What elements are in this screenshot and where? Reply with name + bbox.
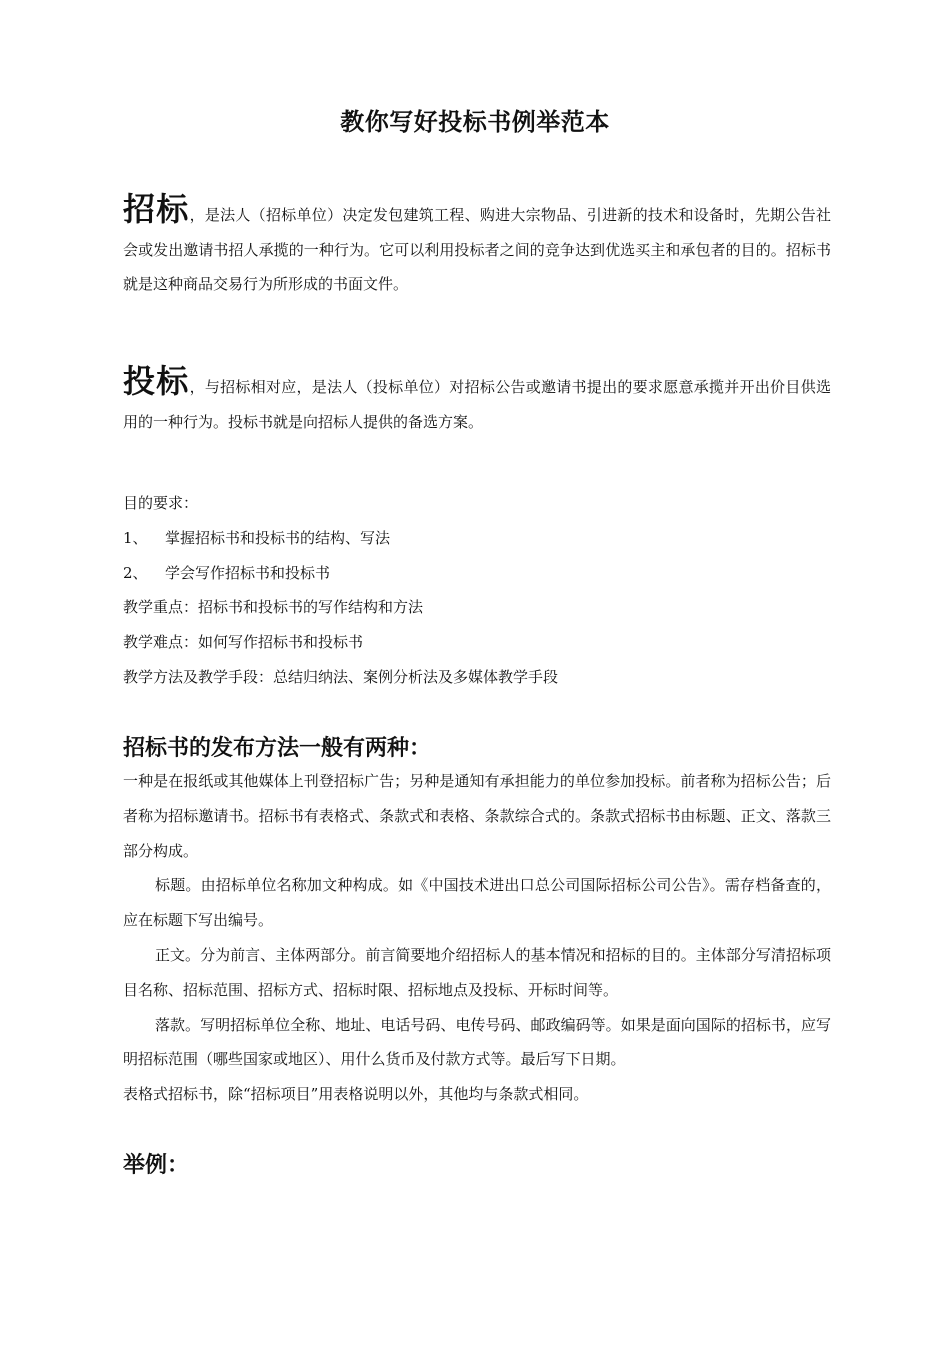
- body-paragraph: 落款。写明招标单位全称、地址、电话号码、电传号码、邮政编码等。如果是面向国际的招标书，应写明招标范围（哪些国家或地区）、用什么货币及付款方式等。最后写下日期。: [123, 1015, 831, 1069]
- body-paragraph: 表格式招标书，除“招标项目”用表格说明以外，其他均与条款式相同。: [123, 1085, 589, 1104]
- release-methods-body: [123, 764, 831, 1112]
- methods-line: 教学方法及教学手段：总结归纳法、案例分析法及多媒体教学手段: [123, 668, 559, 686]
- body-paragraph: 正文。分为前言、主体两部分。前言简要地介绍招标人的基本情况和招标的目的。主体部分写清招标项目名称、招标范围、招标方式、招标时限、招标地点及投标、开标时间等。: [123, 945, 831, 999]
- document-title: 教你写好投标书例举范本: [340, 107, 610, 136]
- tender-definition-paragraph: [123, 192, 831, 302]
- goal-number: 2、: [123, 564, 148, 582]
- bid-term: 投标: [123, 362, 190, 400]
- example-heading: 举例：: [123, 1152, 190, 1178]
- goal-number: 1、: [123, 529, 148, 547]
- difficulties-line: 教学难点：如何写作招标书和投标书: [123, 633, 364, 651]
- body-paragraph: 标题。由招标单位名称加文种构成。如《中国技术进出口总公司国际招标公司公告》。需存档备查的，应在标题下写出编号。: [123, 876, 831, 930]
- tender-definition-text: ，是法人（招标单位）决定发包建筑工程、购进大宗物品、引进新的技术和设备时，先期公告社会或发出邀请书招人承揽的一种行为。它可以利用投标者之间的竞争达到优选买主和承包者的目的。招标书就是这种商品交易行为所形成的书面文件。: [123, 206, 831, 293]
- release-methods-heading: 招标书的发布方法一般有两种：: [123, 735, 432, 761]
- goal-item: [123, 562, 831, 584]
- goal-text: 学会写作招标书和投标书: [165, 564, 331, 582]
- body-paragraph: 一种是在报纸或其他媒体上刊登招标广告；另种是通知有承担能力的单位参加投标。前者称为招标公告；后者称为招标邀请书。招标书有表格式、条款式和表格、条款综合式的。条款式招标书由标题、正文、落款三部分构成。: [123, 772, 831, 860]
- tender-term: 招标: [123, 190, 190, 228]
- bid-definition-paragraph: [123, 364, 831, 439]
- bid-definition-text: ，与招标相对应，是法人（投标单位）对招标公告或邀请书提出的要求愿意承揽并开出价目供选用的一种行为。投标书就是向招标人提供的备选方案。: [123, 378, 831, 431]
- goals-label: 目的要求：: [123, 494, 199, 512]
- goal-item: [123, 527, 831, 549]
- key-points-line: 教学重点：招标书和投标书的写作结构和方法: [123, 598, 424, 616]
- goal-text: 掌握招标书和投标书的结构、写法: [165, 529, 391, 547]
